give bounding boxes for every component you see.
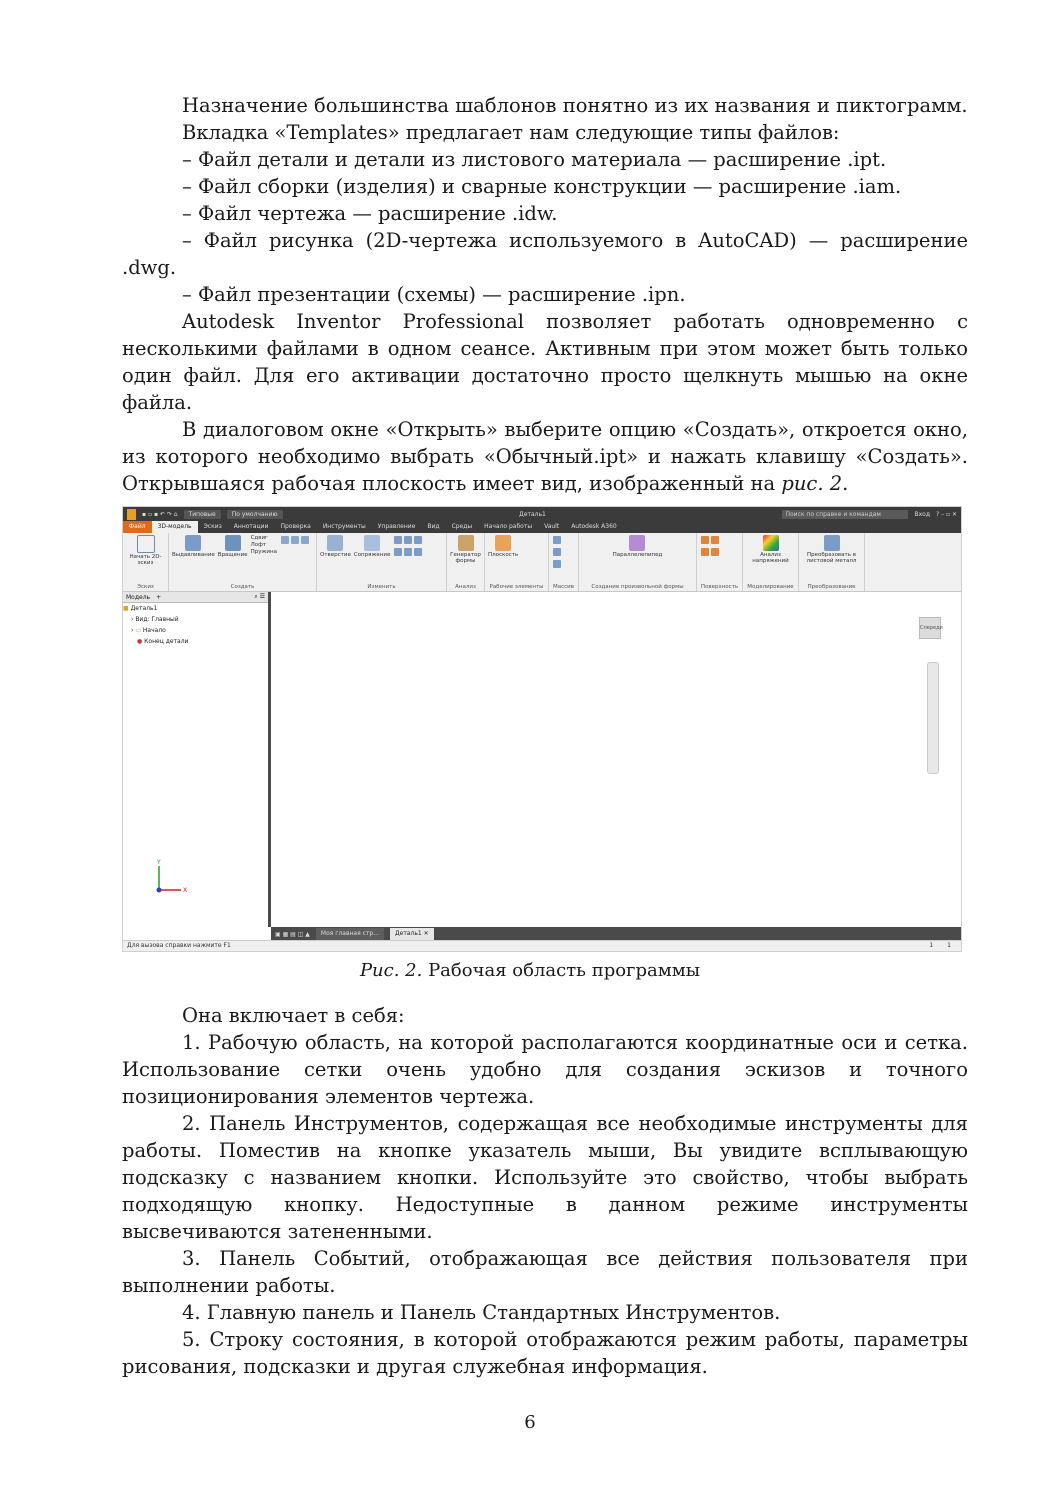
list-item: – Файл детали и детали из листового материала — расширение .ipt. [182, 148, 887, 171]
tab-manage[interactable]: Управление [377, 523, 416, 530]
fillet-icon [364, 535, 380, 551]
group-pattern [549, 533, 579, 591]
tab-vault[interactable]: Vault [544, 523, 560, 530]
figure-caption [0, 960, 1060, 981]
list-item: 1. Рабочую область, на которой располагаются координатные оси и сетка. Использование сетки очень удобно для создания эскизов и точного позиционирования элементов чертежа. [122, 1031, 968, 1108]
tab-model[interactable]: Модель [126, 593, 151, 601]
group-simulation [743, 533, 799, 591]
list-item: 2. Панель Инструментов, содержащая все необходимые инструменты для работы. Поместив на кнопке указатель мыши, Вы увидите всплывающую подсказку с названием кнопки. Используйте это свойство, чтобы выбрать подходящую кнопку. Недоступные в данном режиме инструменты высвечиваются затененными. [122, 1112, 968, 1243]
coil-button[interactable]: Пружина [250, 549, 277, 555]
group-label: Анализ [455, 584, 476, 590]
paragraph: Вкладка «Templates» предлагает нам следующие типы файлов: [182, 121, 840, 144]
sketch-icon [137, 535, 155, 553]
list-item: 4. Главную панель и Панель Стандартных Инструментов. [182, 1301, 781, 1324]
group-label: Поверхность [700, 584, 739, 590]
tab-file[interactable]: Файл [123, 521, 152, 533]
hole-icon [327, 535, 343, 551]
workspace [123, 592, 961, 941]
group-convert [799, 533, 865, 591]
revolve-icon [225, 535, 241, 551]
tab-layout-icons[interactable]: ▣ ▦ ▤ ◫ ▲ [275, 930, 310, 938]
model-tree [123, 603, 268, 647]
shape-generator-icon [458, 535, 474, 551]
loft-button[interactable]: Лофт [250, 542, 266, 548]
group-label: Массив [553, 584, 574, 590]
qat-icons: ▪ ▫ ▪ ↶ ↷ ⌂ [142, 510, 178, 518]
stress-analysis-icon [763, 535, 779, 551]
tree-item-origin[interactable]: › ▭ Начало [131, 627, 166, 634]
group-work-features [485, 533, 549, 591]
tab-a360[interactable]: Autodesk A360 [571, 523, 617, 530]
search-icon[interactable]: ⌕ ☰ [254, 593, 265, 600]
graphics-window[interactable] [271, 592, 961, 927]
list-item: – Файл сборки (изделия) и сварные конструкции — расширение .iam. [182, 175, 902, 198]
status-count-2: 1 [947, 942, 951, 949]
caption-ref: Рис. 2. [359, 960, 423, 981]
group-label: Изменить [367, 584, 396, 590]
group-label: Создание произвольной формы [591, 584, 684, 590]
start-2d-sketch-button[interactable]: Начать 2D-эскиз [126, 535, 165, 566]
group-label: Создать [230, 584, 255, 590]
paragraph-text: В диалоговом окне «Открыть» выберите опцию «Создать», откроется окно, из которого необходимо выбрать «Обычный.ipt» и нажать клавишу «Создать». Открывшаяся рабочая плоскость имеет вид, изображенный на [122, 418, 968, 495]
hole-button[interactable]: Отверстие [320, 535, 351, 558]
viewcube[interactable]: Спереди [919, 617, 941, 639]
signin-link[interactable]: Вход [914, 510, 930, 518]
paragraph: Autodesk Inventor Professional позволяет работать одновременно с несколькими файлами в одном сеансе. Активным при этом может быть только один файл. Для его активации достаточно просто щелкнуть мышью на окне файла. [122, 310, 968, 414]
group-create [169, 533, 317, 591]
svg-text:X: X [183, 887, 188, 894]
group-label: Рабочие элементы [489, 584, 544, 590]
box-icon [629, 535, 645, 551]
tab-tools[interactable]: Инструменты [322, 523, 366, 530]
tab-3d-model[interactable]: 3D-модель [152, 521, 198, 533]
caption-text: Рабочая область программы [422, 960, 701, 981]
small-tools[interactable] [280, 535, 310, 547]
paragraph-end: . [842, 472, 849, 495]
tree-item-part[interactable]: ■ Деталь1 [123, 605, 158, 612]
navigation-bar[interactable] [927, 662, 939, 774]
status-count-1: 1 [929, 942, 934, 949]
window-title: Деталь1 [519, 510, 546, 518]
group-surface [697, 533, 743, 591]
stress-analysis-button[interactable]: Анализ напряжений [746, 535, 795, 564]
page-number: 6 [524, 1412, 536, 1433]
convert-sheet-metal-button[interactable]: Преобразовать в листовой металл [802, 535, 861, 564]
surface-tools[interactable] [700, 535, 720, 559]
group-sketch [123, 533, 169, 591]
tree-item-view[interactable]: › Вид: Главный [131, 616, 179, 623]
sweep-button[interactable]: Сдвиг [250, 535, 268, 541]
model-browser [123, 592, 271, 927]
appearance-select[interactable]: По умолчанию [227, 510, 283, 519]
figure-reference: рис. 2 [781, 472, 843, 495]
revolve-button[interactable]: Вращение [218, 535, 248, 558]
tab-sketch[interactable]: Эскиз [203, 523, 222, 530]
tab-view[interactable]: Вид [427, 523, 440, 530]
plane-icon [495, 535, 511, 551]
text-bottom [122, 1002, 968, 1380]
svg-text:Y: Y [157, 859, 161, 866]
ribbon-panel [123, 533, 961, 592]
fillet-button[interactable]: Сопряжение [354, 535, 391, 558]
ribbon-tabs [123, 521, 961, 533]
window-controls[interactable]: ? – ▫ ✕ [935, 510, 957, 518]
tree-item-end-of-part[interactable]: ● Конец детали [137, 638, 189, 645]
shape-generator-button[interactable]: Генератор формы [450, 535, 481, 564]
document-tabs [271, 927, 961, 941]
extrude-icon [185, 535, 201, 551]
help-search-input[interactable]: Поиск по справке и командам [782, 510, 908, 519]
status-hint: Для вызова справки нажмите F1 [127, 942, 231, 949]
group-label: Эскиз [137, 584, 154, 590]
list-item: – Файл рисунка (2D-чертежа используемого в AutoCAD) — расширение .dwg. [122, 229, 968, 279]
coordinate-axes-icon [151, 858, 191, 898]
box-button[interactable]: Параллелепипед [613, 535, 663, 558]
sheet-metal-icon [824, 535, 840, 551]
quick-access-toolbar [123, 507, 961, 521]
pattern-tools[interactable] [552, 535, 562, 571]
tab-get-started[interactable]: Начало работы [484, 523, 533, 530]
paragraph: Назначение большинства шаблонов понятно из их названия и пиктограмм. [182, 94, 968, 117]
add-tab-icon[interactable]: + [156, 593, 162, 601]
group-analyze [447, 533, 485, 591]
paragraph [122, 416, 968, 497]
modify-small-tools[interactable] [393, 535, 423, 559]
paragraph: Она включает в себя: [182, 1004, 405, 1027]
screenshot-figure [122, 506, 962, 952]
tab-environments[interactable]: Среды [451, 523, 473, 530]
list-item: – Файл чертежа — расширение .idw. [182, 202, 558, 225]
tab-inspect[interactable]: Проверка [280, 523, 311, 530]
text-top [122, 92, 968, 497]
list-item: 5. Строку состояния, в которой отображаются режим работы, параметры рисования, подсказки и другая служебная информация. [122, 1328, 968, 1378]
tab-part1[interactable]: Деталь1 ✕ [390, 928, 434, 940]
plane-button[interactable]: Плоскость [488, 535, 518, 558]
status-bar [123, 940, 961, 951]
group-freeform [579, 533, 697, 591]
tab-annotate[interactable]: Аннотации [233, 523, 269, 530]
extrude-button[interactable]: Выдавливание [172, 535, 215, 558]
app-logo-icon [127, 509, 136, 520]
group-label: Преобразование [807, 584, 856, 590]
list-item: 3. Панель Событий, отображающая все действия пользователя при выполнении работы. [122, 1247, 968, 1297]
group-label: Моделирование [747, 584, 794, 590]
group-modify [317, 533, 447, 591]
list-item: – Файл презентации (схемы) — расширение .ipn. [182, 283, 686, 306]
browser-tabs [123, 592, 268, 603]
material-select[interactable]: Типовые [184, 510, 221, 519]
tab-home[interactable]: Моя главная стр... [316, 928, 384, 940]
